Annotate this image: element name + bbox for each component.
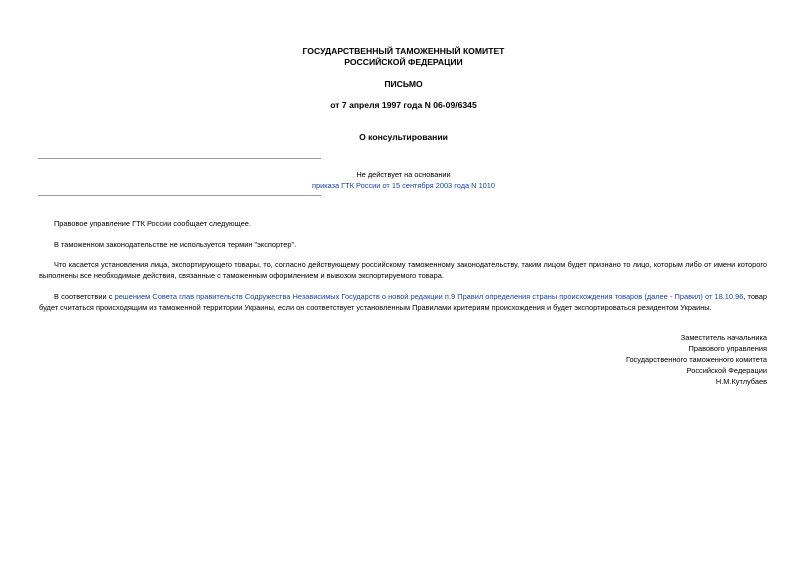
document-type: ПИСЬМО — [384, 79, 423, 89]
authority-line-2: РОССИЙСКОЙ ФЕДЕРАЦИИ — [344, 57, 463, 67]
paragraph-4-suffix: , товар будет считаться происходящим из таможенной территории Украины, если он соответствует установленным Правилами критериям происхождения и будет экспортироваться резидентом Украины. — [39, 292, 767, 312]
signature-position-3: Государственного таможенного комитета — [625, 355, 767, 364]
document-date-number: от 7 апреля 1997 года N 06-09/6345 — [330, 100, 477, 110]
signature-position-1: Заместитель начальника — [680, 333, 767, 342]
signature-position-2: Правового управления — [688, 344, 767, 353]
paragraph-4-prefix: В соответствии с — [54, 292, 115, 301]
divider-top — [38, 158, 321, 159]
divider-bottom — [38, 195, 321, 196]
status-link-line — [0, 180, 807, 191]
status-note: Не действует на основании — [356, 170, 451, 179]
body-paragraph-1: Правовое управление ГТК России сообщает следующее. — [54, 219, 251, 228]
body-paragraph-2: В таможенном законодательстве не используется термин "экспортер". — [54, 240, 297, 249]
body-paragraph-4 — [39, 291, 767, 313]
authority-line-1: ГОСУДАРСТВЕННЫЙ ТАМОЖЕННЫЙ КОМИТЕТ — [302, 46, 505, 56]
document-subject: О консультировании — [359, 132, 448, 142]
signatory-name: Н.М.Кутлубаев — [715, 377, 767, 386]
signature-block — [626, 332, 767, 387]
cis-decision-link[interactable]: решением Совета глав правительств Содружества Независимых Государств о новой редакции п.9 Правил определения страны происхождения товаров (далее - Правил) от 18.10.96 — [114, 292, 744, 301]
signature-position-4: Российской Федерации — [686, 366, 767, 375]
repeal-order-link[interactable]: приказа ГТК России от 15 сентября 2003 года N 1010 — [311, 181, 496, 190]
issuing-authority — [0, 46, 807, 68]
body-paragraph-3: Что касается установления лица, экспортирующего товары, то, согласно действующему российскому таможенному законодательству, таким лицом будет признано то лицо, которым либо от имени которого выполнены все необходимые действия, связанные с таможенным оформлением и вывозом экспортируемого товара. — [39, 260, 767, 280]
